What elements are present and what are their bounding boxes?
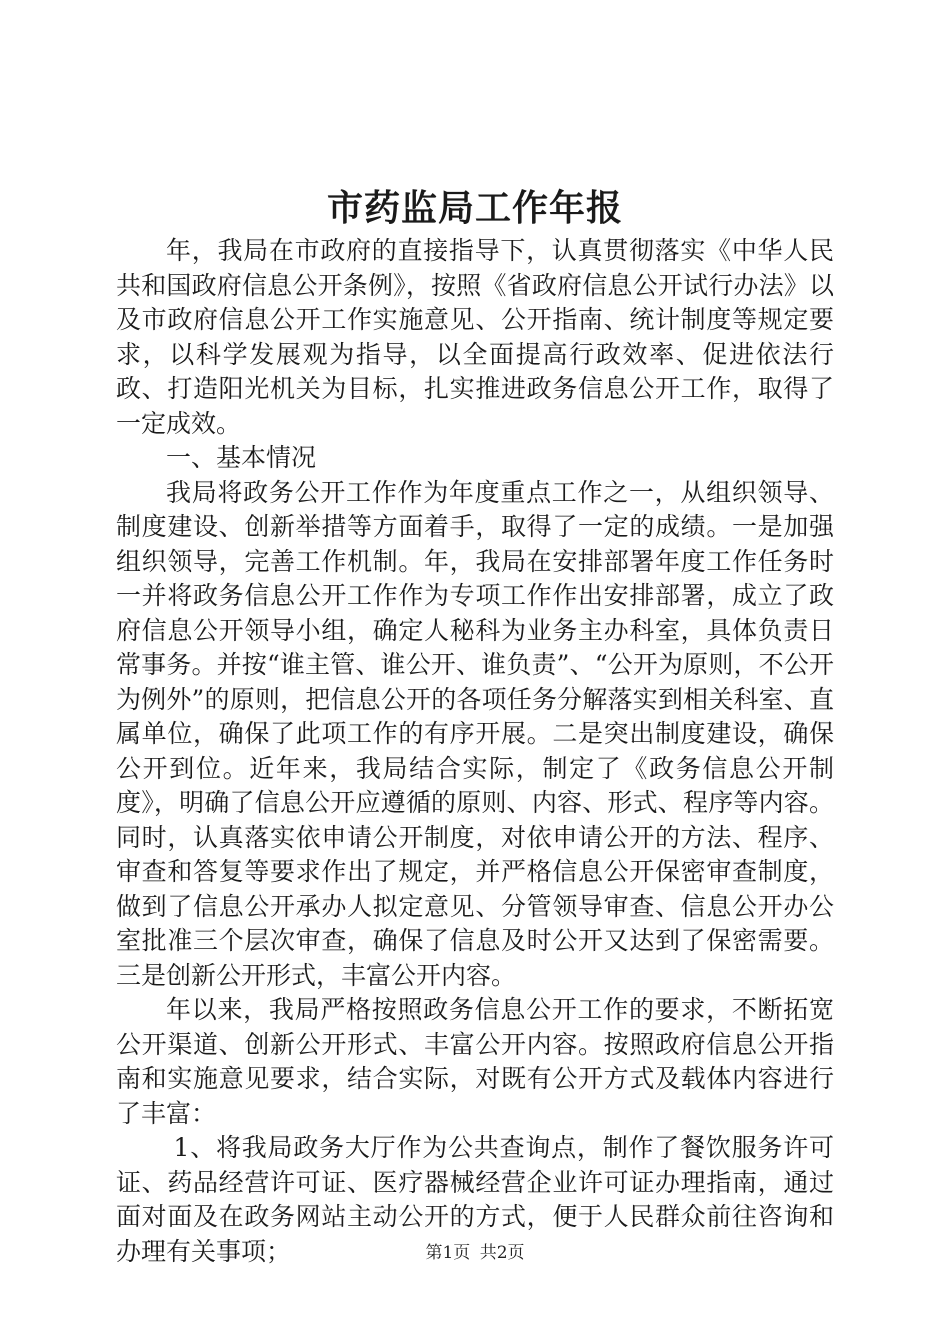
document-body — [116, 234, 834, 1269]
disclosure-paragraph: 年以来，我局严格按照政务信息公开工作的要求，不断拓宽公开渠道、创新公开形式、丰富公开内容。按照政府信息公开指南和实施意见要求，结合实际，对既有公开方式及载体内容进行了丰富： — [116, 995, 834, 1128]
intro-paragraph: 年，我局在市政府的直接指导下，认真贯彻落实《中华人民共和国政府信息公开条例》，按照《省政府信息公开试行办法》以及市政府信息公开工作实施意见、公开指南、统计制度等规定要求，以科学发展观为指导，以全面提高行政效率、促进依法行政、打造阳光机关为目标，扎实推进政务信息公开工作，取得了一定成效。 — [116, 236, 834, 438]
list-item-1: 1、将我局政务大厅作为公共查询点，制作了餐饮服务许可证、药品经营许可证、医疗器械经营企业许可证办理指南，通过面对面及在政务网站主动公开的方式，便于人民群众前往咨询和办理有关事项； — [116, 1133, 834, 1266]
document-title: 市药监局工作年报 — [326, 187, 623, 229]
page-number: 第1页 — [425, 1243, 471, 1263]
page-total: 共2页 — [479, 1243, 525, 1263]
page-footer — [0, 1241, 950, 1265]
section-heading: 一、基本情况 — [166, 443, 317, 472]
basic-situation-paragraph: 我局将政务公开工作作为年度重点工作之一，从组织领导、制度建设、创新举措等方面着手，取得了一定的成绩。一是加强组织领导，完善工作机制。年，我局在安排部署年度工作任务时一并将政务信息公开工作作为专项工作作出安排部署，成立了政府信息公开领导小组，确定人秘科为业务主办科室，具体负责日常事务。并按“谁主管、谁公开、谁负责”、“公开为原则，不公开为例外”的原则，把信息公开的各项任务分解落实到相关科室、直属单位，确保了此项工作的有序开展。二是突出制度建设，确保公开到位。近年来，我局结合实际，制定了《政务信息公开制度》，明确了信息公开应遵循的原则、内容、形式、程序等内容。同时，认真落实依申请公开制度，对依申请公开的方法、程序、审查和答复等要求作出了规定，并严格信息公开保密审查制度，做到了信息公开承办人拟定意见、分管领导审查、信息公开办公室批准三个层次审查，确保了信息及时公开又达到了保密需要。三是创新公开形式，丰富公开内容。 — [116, 477, 834, 990]
